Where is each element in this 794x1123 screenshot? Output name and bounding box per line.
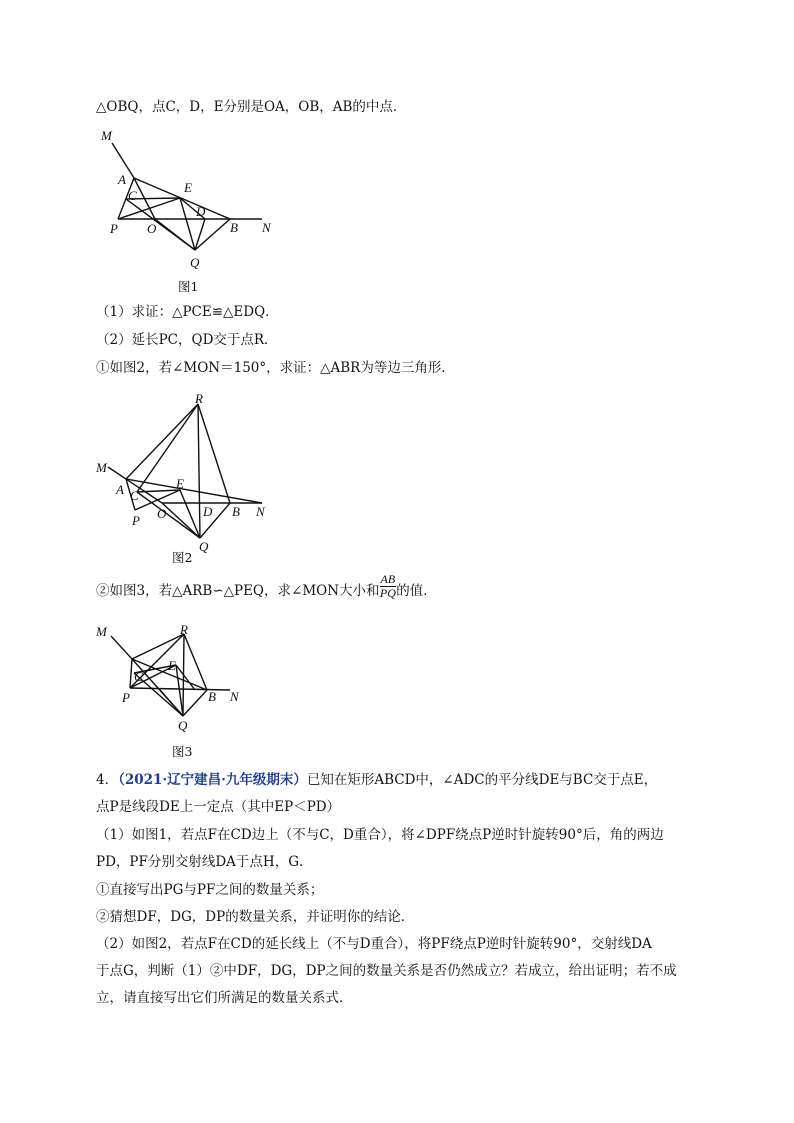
- problem-4-line-8: 于点G，判断（1）②中DF，DG，DP之间的数量关系是否仍然成立？若成立，给出证明；若不成: [96, 963, 677, 979]
- fig3-label-E: E: [168, 658, 176, 673]
- fig2-label-M: M: [96, 460, 107, 475]
- question-2: （2）延长PC，QD交于点R．: [96, 332, 278, 348]
- problem-4-line-9: 立，请直接写出它们所满足的数量关系式．: [96, 990, 353, 1006]
- fig1-label-A: A: [118, 172, 126, 187]
- fig3-label-M: M: [96, 624, 107, 639]
- question-2b-pre: ②如图3，若△ARB∽△PEQ，求∠MON大小和: [96, 583, 380, 599]
- fig2-label-C: C: [130, 488, 139, 503]
- fig2-label-P: P: [132, 513, 140, 528]
- fig1-label-M: M: [101, 128, 112, 143]
- fig1-label-C: C: [128, 188, 137, 203]
- problem-4-line-2: 点P是线段DE上一定点（其中EP＜PD）: [96, 799, 341, 815]
- fraction-numerator: AB: [380, 572, 396, 586]
- problem-4-text-1: 已知在矩形ABCD中，∠ADC的平分线DE与BC交于点E，: [306, 772, 658, 788]
- problem-4-line-4: PD，PF分别交射线DA于点H，G．: [96, 854, 313, 870]
- fig3-caption: 图3: [172, 744, 193, 759]
- fig3-label-N: N: [230, 689, 239, 704]
- problem-4-source: （2021·辽宁建昌·九年级期末）: [118, 772, 307, 788]
- problem-4-line-5: ①直接写出PG与PF之间的数量关系；: [96, 882, 324, 898]
- problem-4-line-6: ②猜想DF，DG，DP的数量关系，并证明你的结论．: [96, 909, 415, 925]
- fig2-caption: 图2: [172, 550, 193, 565]
- fig2-label-N: N: [256, 504, 265, 519]
- fig2-label-A: A: [116, 482, 124, 497]
- intro-text: △OBQ，点C，D，E分别是OA，OB，AB的中点．: [96, 99, 407, 115]
- fig1-label-D: D: [196, 204, 206, 219]
- fig2-label-O: O: [157, 506, 167, 521]
- problem-4-line-7: （2）如图2，若点F在CD的延长线上（不与D重合），将PF绕点P逆时针旋转90°，交射线DA: [96, 936, 652, 952]
- fig3-label-Q: Q: [178, 718, 188, 733]
- problem-4-line-1: [96, 771, 657, 789]
- fig1-caption: 图1: [178, 279, 199, 294]
- question-2b-post: 的值．: [396, 583, 437, 599]
- fig3-label-B: B: [208, 689, 216, 704]
- fig1-label-O: O: [147, 221, 157, 236]
- fig1-label-Q: Q: [190, 255, 200, 270]
- fig1-label-B: B: [230, 220, 238, 235]
- fig2-label-Q: Q: [199, 539, 209, 554]
- fig2-label-R: R: [195, 391, 203, 406]
- fig2-label-D: D: [203, 504, 213, 519]
- fig2-label-B: B: [232, 504, 240, 519]
- fig3-label-R: R: [180, 622, 188, 637]
- fig1-label-N: N: [262, 220, 271, 235]
- problem-4-number: 4．: [96, 772, 119, 788]
- fig2-label-E: E: [176, 476, 184, 491]
- question-2a: ①如图2，若∠MON＝150°，求证：△ABR为等边三角形．: [96, 360, 455, 376]
- fraction-denominator: PQ: [379, 586, 396, 600]
- question-1: （1）求证：△PCE≌△EDQ．: [96, 304, 279, 320]
- fig3-label-C: C: [134, 669, 143, 684]
- fig1-label-P: P: [110, 221, 118, 236]
- problem-4-line-3: （1）如图1，若点F在CD边上（不与C，D重合），将∠DPF绕点P逆时针旋转90°后，角的两边: [96, 827, 664, 843]
- fig3-label-P: P: [122, 690, 130, 705]
- fig1-label-E: E: [184, 180, 192, 195]
